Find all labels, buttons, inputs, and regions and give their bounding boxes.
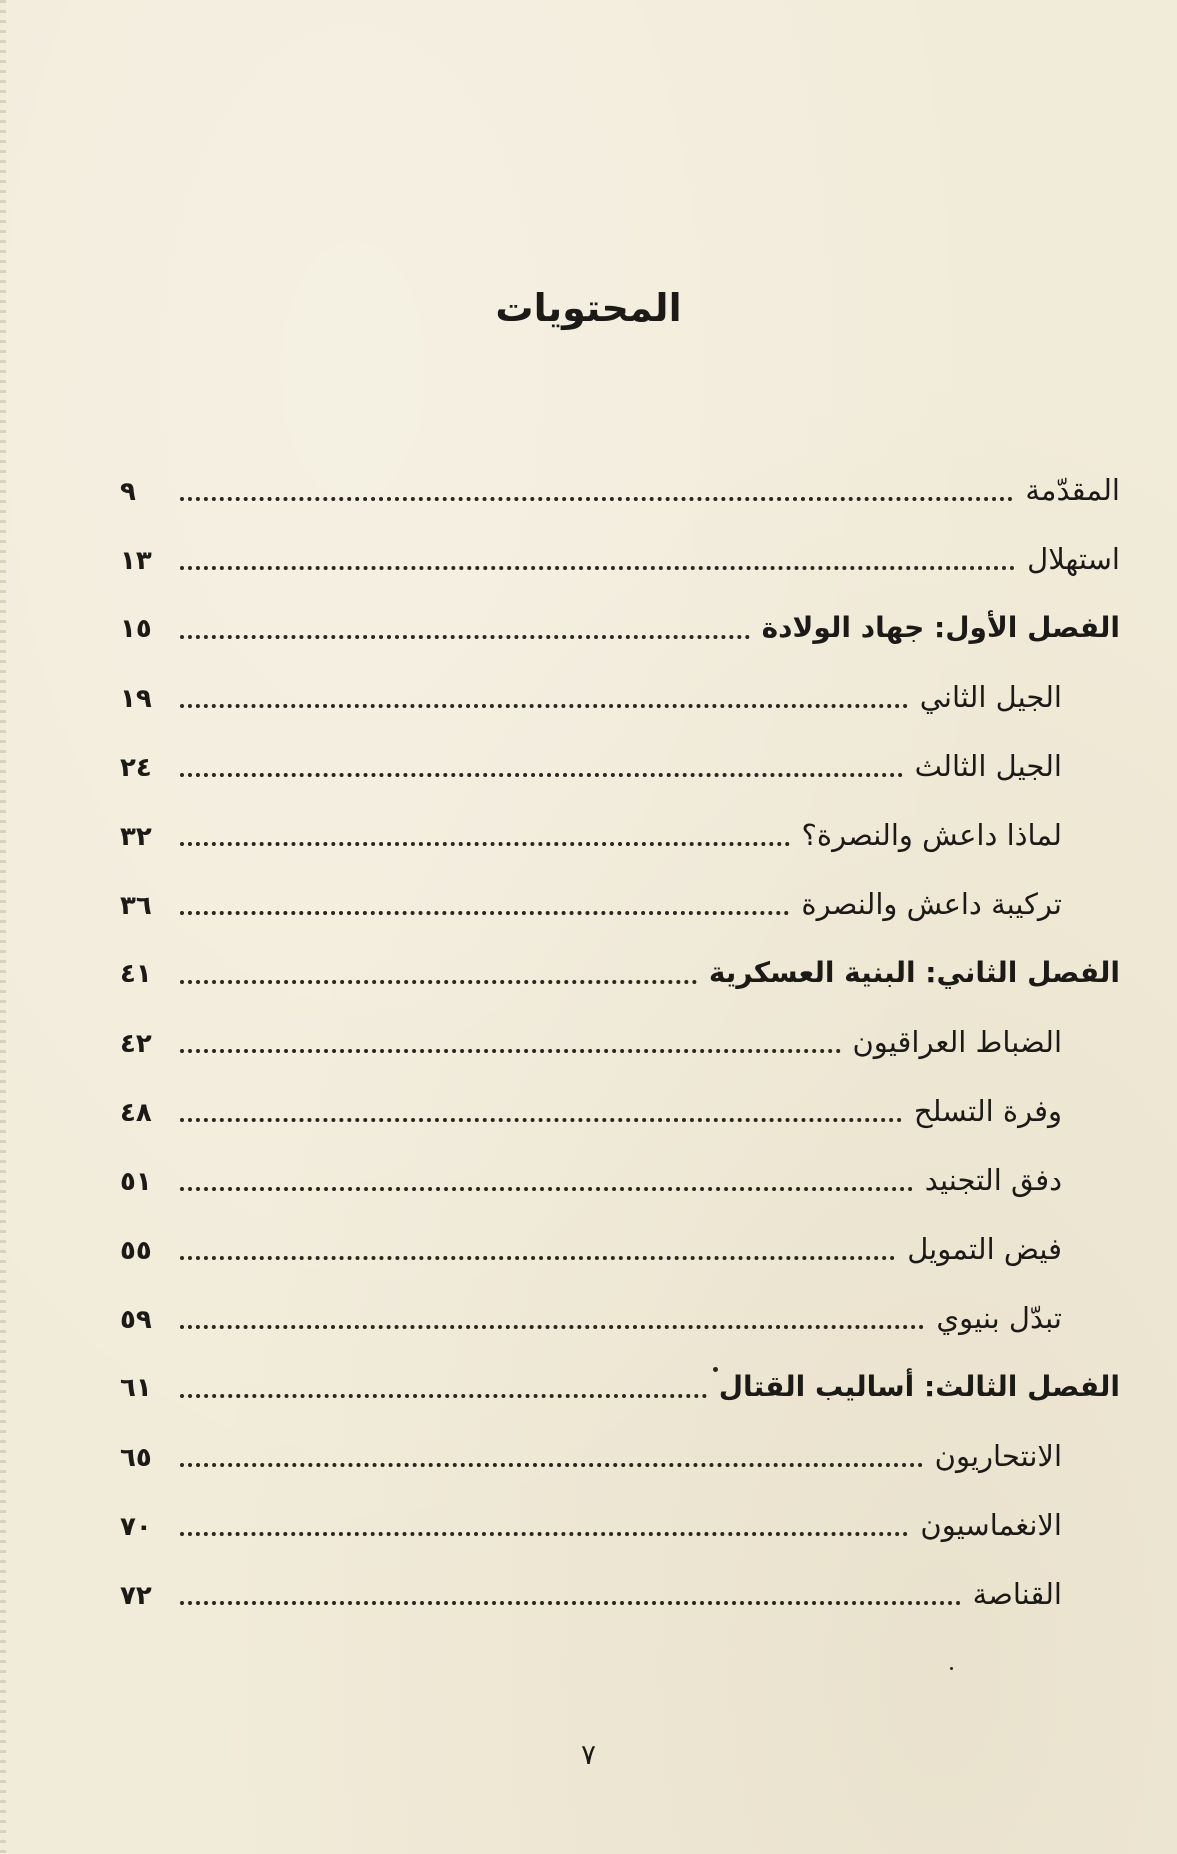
toc-entry-label: الفصل الثالث: أساليب القتال [718, 1370, 1120, 1403]
toc-entry-page-number: ٦١ [120, 1373, 152, 1403]
toc-entry-label: الانتحاريون [934, 1439, 1062, 1473]
dot-leader [180, 1118, 902, 1122]
toc-entry-page-number: ٤١ [120, 959, 152, 989]
toc-chapter-entry [120, 953, 1120, 1022]
toc-entry [120, 677, 1120, 746]
toc-entry [120, 539, 1120, 608]
toc-entry [120, 815, 1120, 884]
toc-entry [120, 470, 1120, 539]
toc-entry-label: الجيل الثاني [919, 680, 1062, 714]
dot-leader [180, 773, 903, 777]
toc-chapter-entry [120, 608, 1120, 677]
dot-leader [180, 1256, 895, 1260]
toc-entry-page-number: ١٥ [120, 614, 152, 644]
toc-entry-page-number: ٧٠ [120, 1512, 152, 1542]
toc-entry-page-number: ٣٦ [120, 891, 152, 921]
dot-leader [180, 1325, 924, 1329]
print-speck [713, 1367, 718, 1372]
toc-entry-label: فيض التمويل [907, 1232, 1062, 1266]
toc-entry-page-number: ٥٥ [120, 1236, 152, 1266]
dot-leader [180, 842, 790, 846]
toc-entry-label: دفق التجنيد [924, 1163, 1062, 1197]
dot-leader [180, 980, 697, 984]
toc-entry [120, 1022, 1120, 1091]
toc-entry-page-number: ٤٢ [120, 1029, 152, 1059]
dot-leader [180, 1049, 841, 1053]
dot-leader [180, 1601, 961, 1605]
dot-leader [180, 635, 750, 639]
print-speck [950, 1667, 953, 1670]
toc-entry-label: تبدّل بنيوي [936, 1301, 1062, 1335]
toc-entry [120, 1091, 1120, 1160]
toc-entry [120, 1505, 1120, 1574]
toc-entry-page-number: ٩ [120, 477, 136, 507]
dot-leader [180, 1394, 707, 1398]
toc-entry-page-number: ٢٤ [120, 753, 152, 783]
dot-leader [180, 497, 1013, 501]
page-title: المحتويات [495, 286, 682, 330]
toc-entry [120, 1229, 1120, 1298]
dot-leader [180, 1532, 908, 1536]
toc-entry-label: القناصة [972, 1577, 1062, 1611]
toc-entry-label: الانغماسيون [920, 1508, 1062, 1542]
toc-entry-page-number: ١٣ [120, 546, 152, 576]
dot-leader [180, 704, 908, 708]
toc-entry-page-number: ٦٥ [120, 1443, 152, 1473]
toc-entry-label: الفصل الثاني: البنية العسكرية [708, 956, 1120, 989]
dot-leader [180, 566, 1015, 570]
page-number: ٧ [580, 1738, 597, 1771]
toc-entry-label: الجيل الثالث [914, 749, 1062, 783]
dot-leader [180, 1187, 913, 1191]
toc-entry [120, 746, 1120, 815]
toc-entry-label: الضباط العراقيون [852, 1025, 1062, 1059]
toc-entry-label: وفرة التسلح [913, 1094, 1062, 1128]
toc-entry-label: استهلال [1027, 542, 1120, 576]
toc-entry-page-number: ٥١ [120, 1167, 152, 1197]
page-edge [0, 0, 6, 1854]
toc-entry-label: الفصل الأول: جهاد الولادة [761, 611, 1120, 644]
toc-entry-label: لماذا داعش والنصرة؟ [801, 818, 1062, 852]
toc-entry [120, 1298, 1120, 1367]
toc-entry-page-number: ١٩ [120, 684, 152, 714]
toc-entry-label: تركيبة داعش والنصرة [801, 887, 1062, 921]
toc-entry [120, 1160, 1120, 1229]
dot-leader [180, 1463, 923, 1467]
toc-entry-page-number: ٥٩ [120, 1305, 152, 1335]
toc-entry [120, 1574, 1120, 1643]
toc-entry-page-number: ٣٢ [120, 822, 152, 852]
toc-entry-page-number: ٧٢ [120, 1581, 152, 1611]
toc-entry [120, 884, 1120, 953]
dot-leader [180, 911, 789, 915]
toc-chapter-entry [120, 1367, 1120, 1436]
table-of-contents [120, 470, 1120, 1643]
toc-entry-label: المقدّمة [1025, 473, 1120, 507]
toc-entry-page-number: ٤٨ [120, 1098, 152, 1128]
toc-entry [120, 1436, 1120, 1505]
